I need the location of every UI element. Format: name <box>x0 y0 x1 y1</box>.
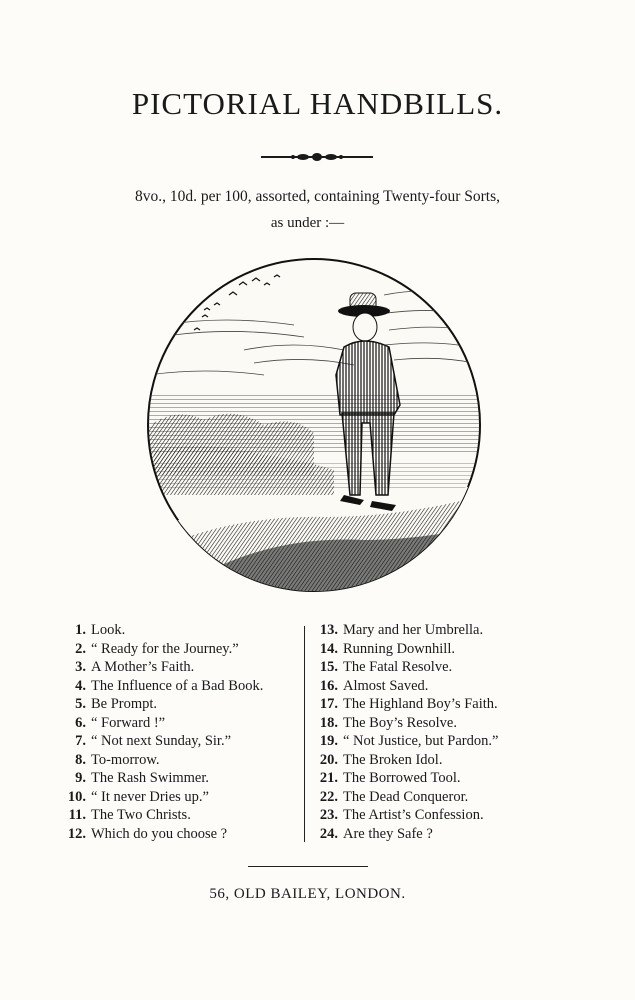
item-title: Be Prompt. <box>91 696 158 712</box>
item-number: 19. <box>319 733 338 749</box>
list-item <box>306 789 546 808</box>
list-item <box>50 826 300 845</box>
item-number: 11. <box>68 807 86 823</box>
list-item <box>50 678 300 697</box>
item-title: The Broken Idol. <box>343 751 443 768</box>
item-number: 1. <box>75 622 86 638</box>
item-title: A Mother’s Faith. <box>91 659 195 675</box>
subtitle-continuation: as under :— <box>270 215 345 231</box>
column-divider <box>304 626 305 842</box>
item-number: 12. <box>67 825 86 842</box>
item-number: 22. <box>319 788 338 805</box>
subtitle: 8vo., 10d. per 100, assorted, containing Twenty-four Sorts, <box>135 188 500 205</box>
list-item <box>306 659 546 678</box>
handbill-list-left <box>50 622 300 844</box>
page-title: PICTORIAL HANDBILLS. <box>131 86 504 121</box>
list-item <box>50 696 300 715</box>
item-title: The Fatal Resolve. <box>343 659 453 675</box>
item-number: 17. <box>319 696 338 712</box>
item-title: “ Ready for the Journey.” <box>91 640 239 657</box>
item-number: 3. <box>75 659 86 675</box>
list-item <box>50 789 300 808</box>
item-title: “ Not Justice, but Pardon.” <box>343 733 499 749</box>
list-item <box>50 770 300 789</box>
item-title: Are they Safe ? <box>343 825 433 842</box>
list-item <box>50 752 300 771</box>
handbill-list-right <box>306 622 546 844</box>
item-number: 4. <box>75 677 86 694</box>
item-title: The Borrowed Tool. <box>343 770 461 786</box>
item-number: 20. <box>319 751 338 768</box>
item-title: The Two Christs. <box>91 807 191 823</box>
list-item <box>306 715 546 734</box>
item-title: Mary and her Umbrella. <box>343 622 484 638</box>
item-number: 15. <box>319 659 338 675</box>
list-item <box>306 807 546 826</box>
list-item <box>50 733 300 752</box>
item-title: The Artist’s Confession. <box>343 807 484 823</box>
item-title: Running Downhill. <box>343 640 455 657</box>
list-item <box>306 696 546 715</box>
item-title: “ Not next Sunday, Sir.” <box>91 733 232 749</box>
item-number: 2. <box>75 640 86 657</box>
item-number: 10. <box>67 788 86 805</box>
list-item <box>306 733 546 752</box>
item-number: 18. <box>319 714 338 731</box>
item-number: 21. <box>319 770 338 786</box>
item-number: 16. <box>319 677 338 694</box>
item-title: Look. <box>91 622 126 638</box>
engraving-boy-on-hill-icon <box>144 255 484 595</box>
list-item <box>50 659 300 678</box>
item-title: “ Forward !” <box>91 714 166 731</box>
item-number: 7. <box>75 733 86 749</box>
item-title: Almost Saved. <box>343 677 429 694</box>
list-item <box>306 641 546 660</box>
item-number: 23. <box>319 807 338 823</box>
footer-rule <box>248 866 368 867</box>
list-item <box>50 715 300 734</box>
item-title: The Boy’s Resolve. <box>343 714 457 731</box>
item-title: The Dead Conqueror. <box>343 788 469 805</box>
ornament-divider-icon <box>257 150 377 164</box>
item-title: Which do you choose ? <box>91 825 228 842</box>
item-number: 6. <box>75 714 86 731</box>
item-title: The Influence of a Bad Book. <box>91 677 264 694</box>
publisher-address: 56, OLD BAILEY, LONDON. <box>209 886 406 902</box>
item-number: 9. <box>75 770 86 786</box>
list-item <box>306 826 546 845</box>
list-item <box>306 752 546 771</box>
list-item <box>306 678 546 697</box>
item-number: 8. <box>75 751 86 768</box>
item-title: To-morrow. <box>91 751 160 768</box>
item-title: The Highland Boy’s Faith. <box>343 696 498 712</box>
list-item <box>306 622 546 641</box>
item-number: 24. <box>319 825 338 842</box>
list-item <box>306 770 546 789</box>
list-item <box>50 641 300 660</box>
item-number: 14. <box>319 640 338 657</box>
list-item <box>50 622 300 641</box>
list-item <box>50 807 300 826</box>
item-title: The Rash Swimmer. <box>91 770 210 786</box>
item-number: 13. <box>319 622 338 638</box>
item-title: “ It never Dries up.” <box>91 788 209 805</box>
item-number: 5. <box>75 696 86 712</box>
